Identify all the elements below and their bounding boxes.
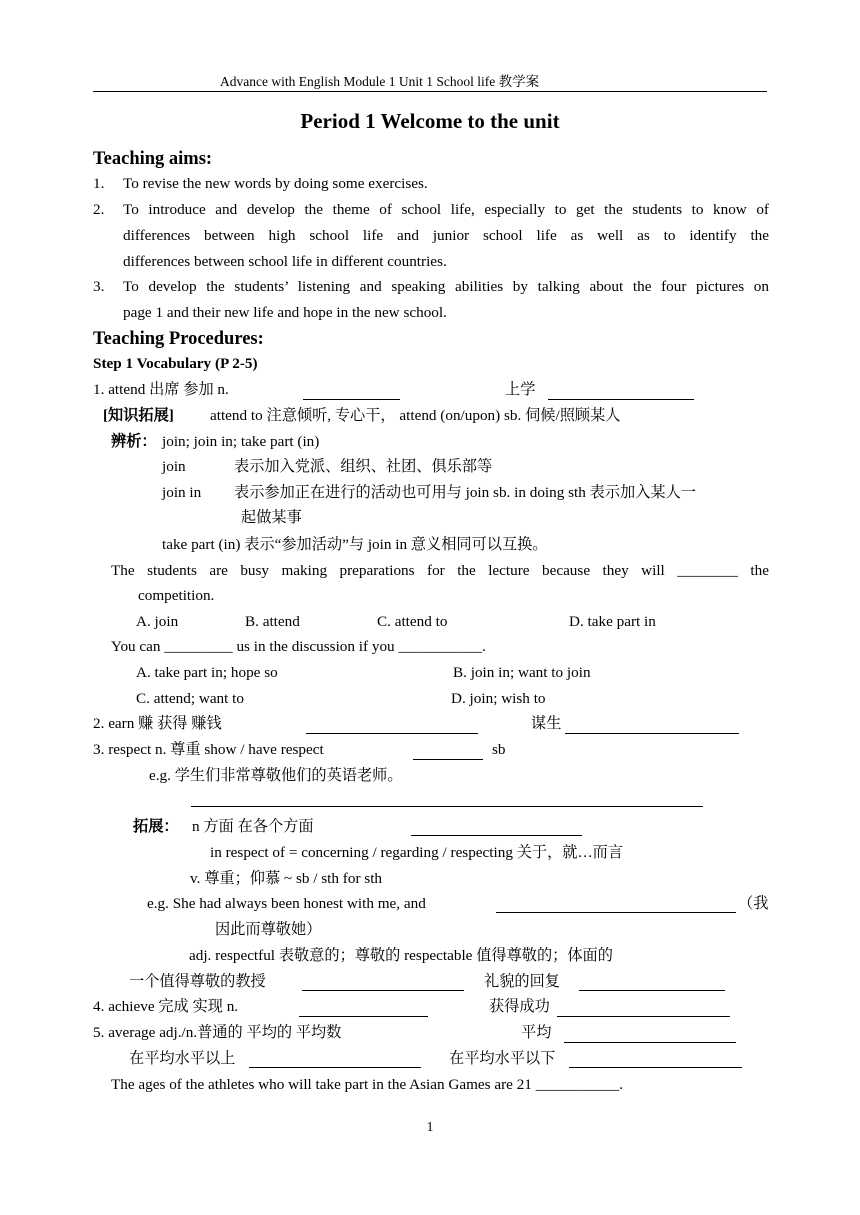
running-header: Advance with English Module 1 Unit 1 School life 教学案 xyxy=(220,74,540,89)
respect-example-2-cont: 因此而尊敬她） xyxy=(215,921,322,938)
knowledge-extension-label: [知识拓展] xyxy=(103,407,174,424)
in-respect-of: in respect of = concerning / regarding / respecting 关于，就…而言 xyxy=(210,844,624,861)
aim-number-2: 2. xyxy=(93,201,105,218)
aim-1-line-1: To revise the new words by doing some exercises. xyxy=(123,175,428,192)
above-average: 在平均水平以上 xyxy=(129,1050,236,1067)
polite-reply: 礼貌的回复 xyxy=(484,973,560,990)
q2-option-c[interactable]: C. attend; want to xyxy=(136,690,244,707)
join-in-word: join in xyxy=(162,484,202,501)
vocab-earn: 2. earn 赚 获得 赚钱 xyxy=(93,715,222,732)
blank-above-average[interactable] xyxy=(249,1067,421,1068)
q1-option-b[interactable]: B. attend xyxy=(245,613,300,630)
aim-number-1: 1. xyxy=(93,175,105,192)
question-1: The students are busy making preparations for the lecture because they will ________ the xyxy=(111,562,769,579)
take-part-desc: take part (in) 表示“参加活动”与 join in 意义相同可以互换。 xyxy=(162,536,548,553)
join-word: join xyxy=(162,458,186,475)
respect-example-2: e.g. She had always been honest with me, and xyxy=(147,895,426,912)
blank-achieve-noun[interactable] xyxy=(299,1016,428,1017)
page-number: 1 xyxy=(426,1119,434,1134)
respect-sb: sb xyxy=(492,741,506,758)
aim-2-line-1: To introduce and develop the theme of school life, especially to get the students to know of xyxy=(123,201,769,218)
average-question: The ages of the athletes who will take part in the Asian Games are 21 ___________. xyxy=(111,1076,624,1093)
q2-option-d[interactable]: D. join; wish to xyxy=(451,690,546,707)
blank-respect[interactable] xyxy=(413,759,483,760)
vocab-attend: 1. attend 出席 参加 n. xyxy=(93,381,229,398)
vocab-earn-right: 谋生 xyxy=(531,715,562,732)
knowledge-extension-text: attend to 注意倾听, 专心干， attend (on/upon) sb. 伺候/照顾某人 xyxy=(210,407,621,424)
vocab-average: 5. average adj./n.普通的 平均的 平均数 xyxy=(93,1024,342,1041)
q2-option-b[interactable]: B. join in; want to join xyxy=(453,664,591,681)
procedures-heading: Teaching Procedures: xyxy=(93,329,264,349)
q2-option-a[interactable]: A. take part in; hope so xyxy=(136,664,278,681)
vocab-average-right: 平均 xyxy=(521,1024,552,1041)
blank-attend-noun[interactable] xyxy=(303,399,400,400)
vocab-respect: 3. respect n. 尊重 show / have respect xyxy=(93,741,324,758)
blank-professor[interactable] xyxy=(302,990,464,991)
q1-option-c[interactable]: C. attend to xyxy=(377,613,448,630)
q1-option-a[interactable]: A. join xyxy=(136,613,179,630)
aim-3-line-2: page 1 and their new life and hope in the new school. xyxy=(123,304,447,321)
blank-achieve-success[interactable] xyxy=(557,1016,730,1017)
join-in-desc-cont: 起做某事 xyxy=(241,509,302,526)
respectable-professor: 一个值得尊敬的教授 xyxy=(129,973,266,990)
respect-example: e.g. 学生们非常尊敬他们的英语老师。 xyxy=(149,767,403,784)
blank-reply[interactable] xyxy=(579,990,725,991)
blank-every-aspect[interactable] xyxy=(411,835,582,836)
blank-earn-living[interactable] xyxy=(565,733,739,734)
step1-heading: Step 1 Vocabulary (P 2-5) xyxy=(93,355,258,372)
tuozhan-label: 拓展： xyxy=(133,818,179,835)
bianxi-label: 辨析： xyxy=(111,433,157,450)
respect-example-2-note: （我 xyxy=(738,895,769,912)
respect-noun-aspect: n 方面 在各个方面 xyxy=(192,818,314,835)
vocab-achieve-right: 获得成功 xyxy=(489,998,550,1015)
bianxi-text: join; join in; take part (in) xyxy=(162,433,320,450)
blank-earn-money[interactable] xyxy=(306,733,478,734)
blank-respect-sentence[interactable] xyxy=(496,912,736,913)
join-in-desc: 表示参加正在进行的活动也可用与 join sb. in doing sth 表示加入某人一 xyxy=(234,484,696,501)
blank-average[interactable] xyxy=(564,1042,736,1043)
aim-3-line-1: To develop the students’ listening and speaking abilities by talking about the four pictures on xyxy=(123,278,769,295)
page-title: Period 1 Welcome to the unit xyxy=(300,109,560,133)
q1-option-d[interactable]: D. take part in xyxy=(569,613,656,630)
aim-2-line-3: differences between school life in different countries. xyxy=(123,253,447,270)
respect-verb: v. 尊重；仰慕 ~ sb / sth for sth xyxy=(190,870,383,887)
below-average: 在平均水平以下 xyxy=(449,1050,556,1067)
aim-number-3: 3. xyxy=(93,278,105,295)
teaching-aims-heading: Teaching aims: xyxy=(93,149,213,169)
vocab-attend-right: 上学 xyxy=(505,381,536,398)
respect-adjectives: adj. respectful 表敬意的；尊敬的 respectable 值得尊敬的；体面的 xyxy=(189,947,613,964)
blank-attend-school[interactable] xyxy=(548,399,694,400)
aim-2-line-2: differences between high school life and junior school life as well as to identify the xyxy=(123,227,769,244)
join-desc: 表示加入党派、组织、社团、俱乐部等 xyxy=(234,458,493,475)
blank-respect-translation[interactable] xyxy=(191,806,703,807)
question-1-cont: competition. xyxy=(138,587,215,604)
vocab-achieve: 4. achieve 完成 实现 n. xyxy=(93,998,239,1015)
header-rule xyxy=(93,91,767,92)
blank-below-average[interactable] xyxy=(569,1067,742,1068)
question-2: You can _________ us in the discussion if you ___________. xyxy=(111,638,486,655)
